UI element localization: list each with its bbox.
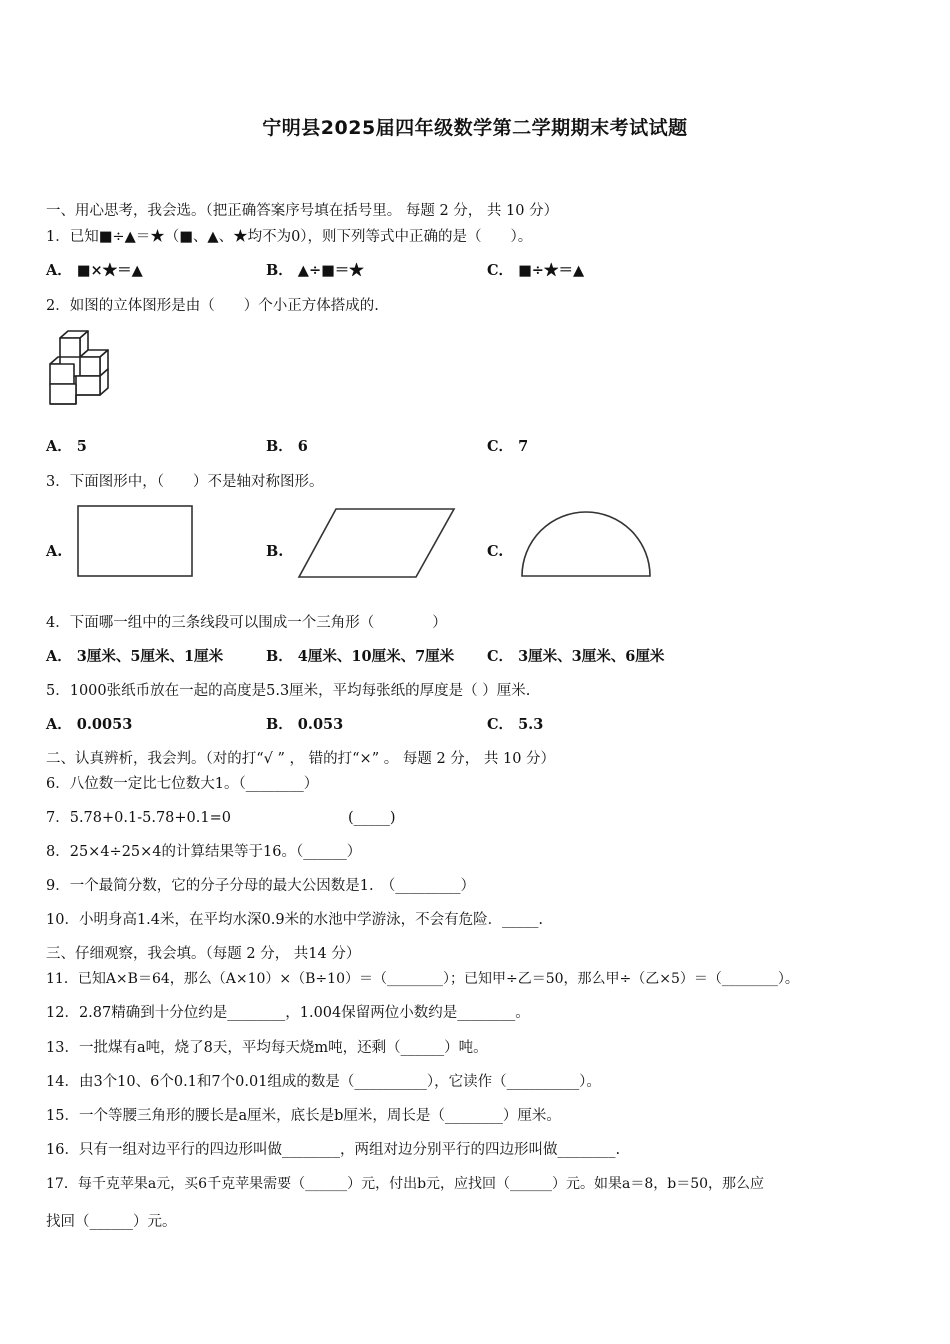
question-5: 5．1000张纸币放在一起的高度是5.3厘米，平均每张纸的厚度是（ ）厘米. <box>46 683 531 699</box>
q5-option-a: A． 0.0053 <box>46 716 133 733</box>
parallelogram-shape <box>296 506 458 580</box>
question-9: 9．一个最简分数，它的分子分母的最大公因数是1. （_________） <box>46 878 476 894</box>
q2-option-b: B． 6 <box>266 438 308 455</box>
question-12: 12．2.87精确到十分位约是________，1.004保留两位小数约是________。 <box>46 1005 530 1021</box>
q3-option-a: A. <box>46 543 63 560</box>
q3-option-c: C. <box>487 543 504 560</box>
q5-option-c: C． 5.3 <box>487 716 544 733</box>
section1-heading: 一、用心思考，我会选。（把正确答案序号填在括号里。 每题 2 分， 共 10 分） <box>46 203 559 219</box>
question-2: 2．如图的立体图形是由（ ）个小正方体搭成的. <box>46 298 379 314</box>
q1-option-c: C． ■÷★＝▲ <box>487 262 585 279</box>
question-3: 3．下面图形中，（ ）不是轴对称图形。 <box>46 474 324 490</box>
q4-option-b: B． 4厘米、10厘米、7厘米 <box>266 648 455 665</box>
question-11: 11．已知A×B＝64，那么（A×10）×（B÷10）＝（________）；已知甲÷乙＝50，那么甲÷（乙×5）＝（________）。 <box>46 971 799 987</box>
q3-option-b: B. <box>266 543 284 560</box>
question-17-continued: 找回（______）元。 <box>46 1214 177 1230</box>
question-17: 17．每千克苹果a元，买6千克苹果需要（______）元，付出b元，应找回（______）元。如果a＝8，b＝50，那么应 <box>46 1176 765 1192</box>
semicircle-shape <box>519 510 653 580</box>
section2-heading: 二、认真辨析，我会判。（对的打“√ ” ， 错的打“×” 。 每题 2 分， 共 10 分） <box>46 751 556 767</box>
q2-option-c: C． 7 <box>487 438 529 455</box>
cube-stack-figure <box>46 328 116 412</box>
q1-option-b: B． ▲÷■＝★ <box>266 262 364 279</box>
q1-option-a: A． ■×★＝▲ <box>46 262 143 279</box>
question-13: 13．一批煤有a吨，烧了8天，平均每天烧m吨，还剩（______）吨。 <box>46 1040 488 1056</box>
question-14: 14．由3个10、6个0.1和7个0.01组成的数是（__________），它读作（__________）。 <box>46 1074 601 1090</box>
q5-option-b: B． 0.053 <box>266 716 344 733</box>
question-6: 6．八位数一定比七位数大1。（________） <box>46 776 319 792</box>
question-7: 7．5.78+0.1-5.78+0.1=0 <box>46 810 231 826</box>
q4-option-a: A． 3厘米、5厘米、1厘米 <box>46 648 224 665</box>
question-10: 10．小明身高1.4米，在平均水深0.9米的水池中学游泳，不会有危险．_____. <box>46 912 543 928</box>
question-7-blank: (_____) <box>348 810 396 826</box>
section3-heading: 三、仔细观察，我会填。（每题 2 分， 共14 分） <box>46 946 361 962</box>
question-1: 1．已知■÷▲＝★（■、▲、★均不为0），则下列等式中正确的是（ ）。 <box>46 229 533 245</box>
question-8: 8．25×4÷25×4的计算结果等于16。（______） <box>46 844 362 860</box>
question-15: 15．一个等腰三角形的腰长是a厘米，底长是b厘米，周长是（________）厘米。 <box>46 1108 561 1124</box>
rectangle-shape <box>74 503 196 579</box>
question-16: 16．只有一组对边平行的四边形叫做________，两组对边分别平行的四边形叫做________. <box>46 1142 621 1158</box>
q2-option-a: A． 5 <box>46 438 87 455</box>
page-title: 宁明县2025届四年级数学第二学期期末考试试题 <box>262 117 688 139</box>
q4-option-c: C． 3厘米、3厘米、6厘米 <box>487 648 665 665</box>
question-4: 4．下面哪一组中的三条线段可以围成一个三角形（ ） <box>46 615 447 631</box>
